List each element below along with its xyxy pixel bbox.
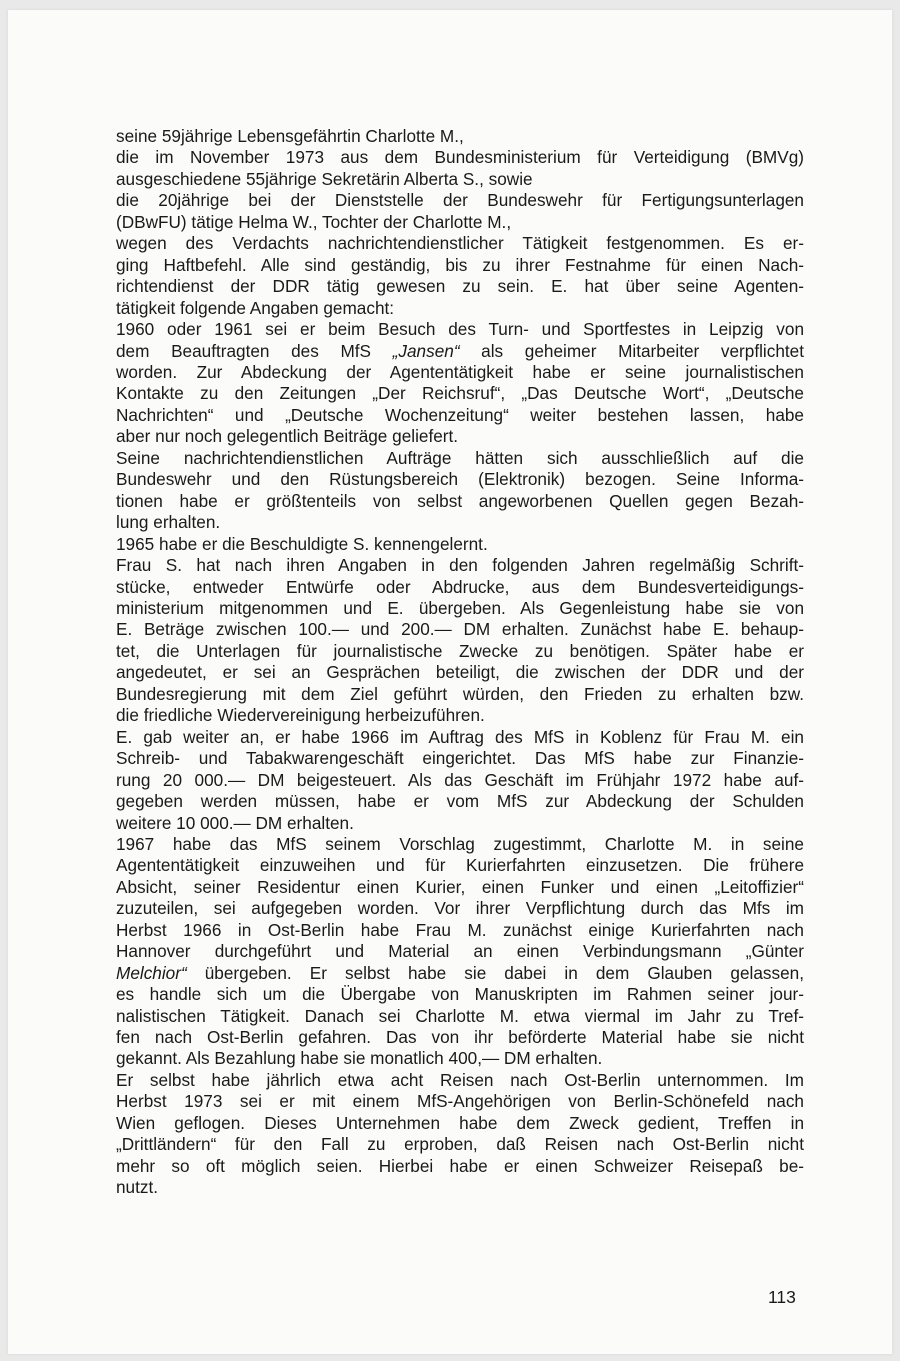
text-line [116,1070,804,1091]
text-line [116,405,804,426]
text-segment: E. gab weiter an, er habe 1966 im Auftrag des MfS in Koblenz für Frau M. ein [116,726,804,747]
text-line [116,877,804,898]
text-segment: Absicht, seiner Residentur einen Kurier, einen Funker und einen „Leitoffizier“ [116,876,804,897]
text-line [116,577,804,598]
text-line [116,813,804,834]
text-line [116,1091,804,1112]
text-line [116,169,804,190]
text-line [116,662,804,683]
text-line [116,298,804,319]
text-segment: die 20jährige bei der Dienststelle der Bundeswehr für Fertigungsunterlagen [116,190,804,211]
text-segment: worden. Zur Abdeckung der Agententätigkeit habe er seine journalistischen [116,361,804,382]
text-segment: seine 59jährige Lebensgefährtin Charlotte M., [116,126,464,146]
text-line [116,598,804,619]
text-segment: tionen habe er größtenteils von selbst angeworbenen Quellen gegen Bezah- [116,490,804,511]
text-segment: Wien geflogen. Dieses Unternehmen habe dem Zweck gedient, Treffen in [116,1112,804,1133]
text-line [116,1134,804,1155]
text-segment: Er selbst habe jährlich etwa acht Reisen nach Ost-Berlin unternommen. Im [116,1069,804,1090]
text-segment: übergeben. Er selbst habe sie dabei in dem Glauben gelassen, [186,962,804,983]
text-segment: Hannover durchgeführt und Material an einen Verbindungsmann „Günter [116,941,804,962]
text-line [116,362,804,383]
text-segment: ging Haftbefehl. Alle sind geständig, bis zu ihrer Festnahme für einen Nach- [116,254,804,275]
text-segment: zuzuteilen, sei aufgegeben worden. Vor ihrer Verpflichtung durch das Mfs im [116,898,804,919]
text-segment: dem Beauftragten des MfS [116,340,393,361]
text-segment: die im November 1973 aus dem Bundesministerium für Verteidigung (BMVg) [116,147,804,168]
text-segment: Schreib- und Tabakwarengeschäft eingerichtet. Das MfS habe zur Finanzie- [116,748,804,769]
text-segment: Seine nachrichtendienstlichen Aufträge hätten sich ausschließlich auf die [116,447,804,468]
text-segment: aber nur noch gelegentlich Beiträge geliefert. [116,426,459,447]
text-line [116,705,804,726]
text-line [116,1048,804,1069]
text-segment: gekannt. Als Bezahlung habe sie monatlich 400,— DM erhalten. [116,1048,603,1069]
text-line [116,684,804,705]
text-line [116,1177,804,1198]
text-line [116,147,804,168]
text-segment: gegeben werden müssen, habe er vom MfS zur Abdeckung der Schulden [116,791,804,812]
text-segment: weitere 10 000.— DM erhalten. [116,812,354,833]
text-line [116,126,804,147]
text-line [116,727,804,748]
text-line [116,984,804,1005]
document-page [8,10,892,1354]
text-segment: nutzt. [116,1177,159,1198]
text-segment: Herbst 1973 sei er mit einem MfS-Angehörigen von Berlin-Schönefeld nach [116,1091,804,1112]
text-line [116,641,804,662]
text-line [116,748,804,769]
text-line [116,491,804,512]
text-line [116,255,804,276]
text-line [116,534,804,555]
text-line [116,212,804,233]
text-line [116,941,804,962]
text-segment: Frau S. hat nach ihren Angaben in den folgenden Jahren regelmäßig Schrift- [116,555,804,576]
text-segment: Nachrichten“ und „Deutsche Wochenzeitung“ weiter bestehen lassen, habe [116,404,804,425]
text-segment: ausgeschiedene 55jährige Sekretärin Alberta S., sowie [116,168,533,189]
text-line [116,1027,804,1048]
text-line [116,190,804,211]
text-segment: „Drittländern“ für den Fall zu erproben, daß Reisen nach Ost-Berlin nicht [116,1134,804,1155]
text-segment: als geheimer Mitarbeiter verpflichtet [459,340,804,361]
text-line [116,469,804,490]
text-segment: 1965 habe er die Beschuldigte S. kennengelernt. [116,533,488,554]
text-segment: Herbst 1966 in Ost-Berlin habe Frau M. zunächst einige Kurierfahrten nach [116,919,804,940]
text-segment: 1967 habe das MfS seinem Vorschlag zugestimmt, Charlotte M. in seine [116,833,804,854]
italic-name: „Jansen“ [392,340,460,361]
text-segment: es handle sich um die Übergabe von Manuskripten im Rahmen seiner jour- [116,984,804,1005]
text-segment: E. Beträge zwischen 100.— und 200.— DM erhalten. Zunächst habe E. behaup- [116,619,804,640]
text-line [116,834,804,855]
text-segment: Bundesregierung mit dem Ziel geführt würden, den Frieden zu erhalten bzw. [116,683,804,704]
text-line [116,791,804,812]
italic-name: Melchior“ [116,962,187,983]
text-segment: die friedliche Wiedervereinigung herbeizuführen. [116,705,485,726]
text-segment: rung 20 000.— DM beigesteuert. Als das Geschäft im Frühjahr 1972 habe auf- [116,769,804,790]
text-segment: 1960 oder 1961 sei er beim Besuch des Turn- und Sportfestes in Leipzig von [116,319,804,340]
text-line [116,898,804,919]
text-segment: lung erhalten. [116,512,221,533]
text-line [116,341,804,362]
text-line [116,920,804,941]
text-line [116,855,804,876]
text-segment: nalistischen Tätigkeit. Danach sei Charlotte M. etwa viermal im Jahr zu Tref- [116,1005,804,1026]
text-segment: mehr so oft möglich seien. Hierbei habe er einen Schweizer Reisepaß be- [116,1155,804,1176]
body-text [116,126,804,1199]
text-segment: angedeutet, er sei an Gesprächen beteiligt, die zwischen der DDR und der [116,662,804,683]
text-line [116,276,804,297]
text-segment: tet, die Unterlagen für journalistische Zwecke zu benötigen. Später habe er [116,640,804,661]
text-segment: stücke, entweder Entwürfe oder Abdrucke, aus dem Bundesverteidigungs- [116,576,804,597]
text-line [116,426,804,447]
text-segment: Agententätigkeit einzuweihen und für Kurierfahrten einzusetzen. Die frühere [116,855,804,876]
text-segment: ministerium mitgenommen und E. übergeben. Als Gegenleistung habe sie von [116,597,804,618]
text-segment: fen nach Ost-Berlin gefahren. Das von ihr beförderte Material habe sie nicht [116,1027,804,1048]
text-line [116,448,804,469]
text-segment: Bundeswehr und den Rüstungsbereich (Elektronik) bezogen. Seine Informa- [116,469,804,490]
text-segment: (DBwFU) tätige Helma W., Tochter der Charlotte M., [116,211,512,232]
text-line [116,383,804,404]
text-segment: wegen des Verdachts nachrichtendienstlicher Tätigkeit festgenommen. Es er- [116,233,804,254]
text-line [116,319,804,340]
text-line [116,1006,804,1027]
text-line [116,1113,804,1134]
text-line [116,555,804,576]
text-line [116,233,804,254]
text-segment: richtendienst der DDR tätig gewesen zu sein. E. hat über seine Agenten- [116,276,804,297]
text-line [116,512,804,533]
page-number: 113 [768,1287,796,1307]
text-line [116,963,804,984]
text-line [116,619,804,640]
text-line [116,1156,804,1177]
text-segment: Kontakte zu den Zeitungen „Der Reichsruf“, „Das Deutsche Wort“, „Deutsche [116,383,804,404]
text-segment: tätigkeit folgende Angaben gemacht: [116,297,395,318]
text-line [116,770,804,791]
